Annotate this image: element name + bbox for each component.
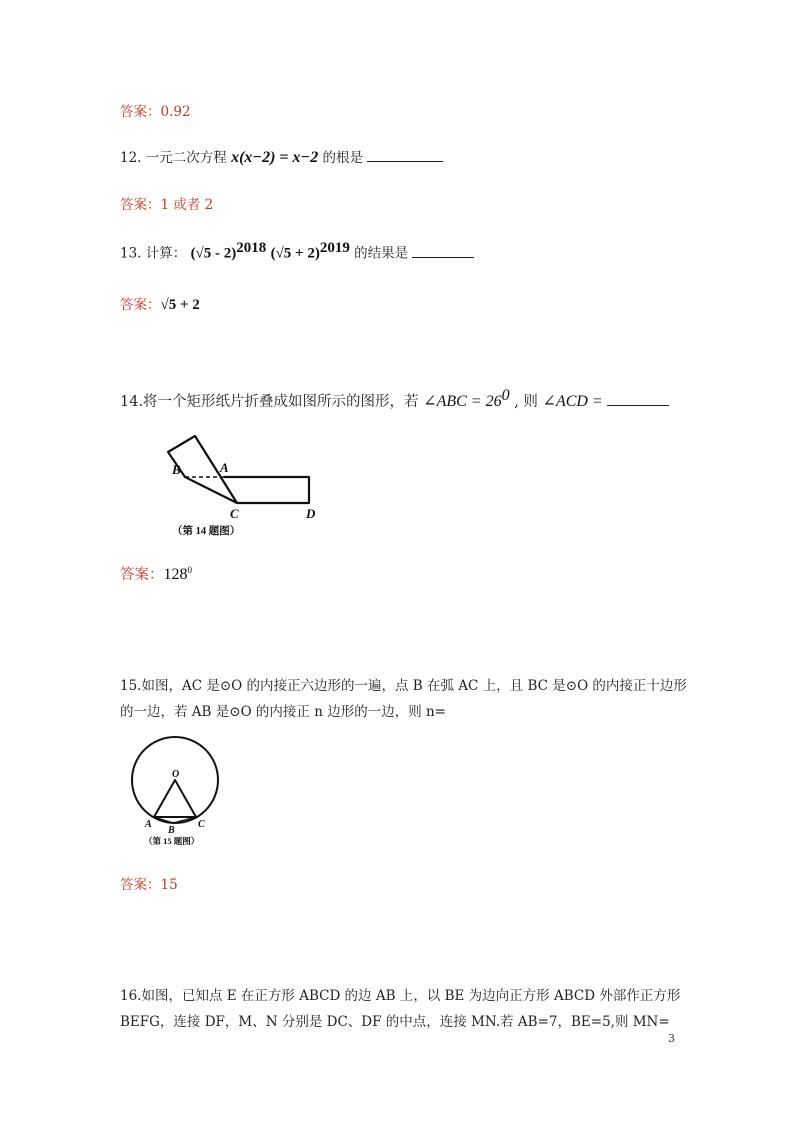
question-12 [120, 146, 443, 167]
figure-15-label-o: O [172, 769, 180, 780]
question-12-suffix: 的根是 [322, 150, 364, 166]
question-12-prefix: 12. 一元二次方程 [120, 150, 227, 166]
question-13-part2: (√5 + 2) [270, 245, 320, 262]
question-16-line-2: BEFG，连接 DF，M、N 分别是 DC、DF 的中点，连接 MN.若 AB=7，BE=5,则 MN= [120, 1014, 670, 1030]
question-14-prefix: 14.将一个矩形纸片折叠成如图所示的图形，若 [120, 393, 419, 410]
figure-15-triangle [154, 780, 196, 817]
question-13 [120, 240, 474, 263]
question-14-condition-sup: 0 [501, 387, 510, 404]
question-13-prefix: 13. 计算： [120, 245, 187, 262]
figure-14-rectangle-strip [224, 477, 309, 503]
question-15-line-1: 15.如图，AC 是⊙O 的内接正六边形的一遍，点 B 在弧 AC 上，且 BC 是⊙O 的内接正十边形 [120, 678, 687, 694]
question-12-equation: x(x−2) = x−2 [231, 149, 319, 166]
answer-13-radical-icon: √ [160, 297, 169, 313]
answer-blank-14[interactable] [607, 391, 669, 406]
figure-14-label-d: D [306, 506, 316, 521]
figure-14 [160, 430, 350, 540]
answer-14 [120, 563, 192, 584]
question-14-condition: ∠ABC = 26 [423, 392, 502, 410]
question-13-exp2: 2019 [319, 240, 350, 256]
figure-14-label-b: B [172, 462, 181, 477]
answer-11: 答案：0.92 [120, 104, 191, 120]
question-14-ask: ∠ACD = [542, 392, 603, 410]
answer-13 [120, 293, 200, 314]
answer-14-label: 答案： [120, 567, 164, 583]
answer-12: 答案：1 或者 2 [120, 197, 214, 213]
question-14 [120, 387, 669, 411]
question-13-suffix: 的结果是 [354, 245, 409, 262]
figure-15-label-a: A [145, 819, 152, 830]
figure-15-label-b: B [168, 825, 175, 836]
figure-15 [128, 735, 228, 850]
answer-15: 答案：15 [120, 877, 178, 893]
figure-14-label-a: A [220, 460, 229, 475]
question-13-part1: (√5 - 2) [190, 245, 237, 262]
answer-13-expr: 5 + 2 [168, 297, 200, 313]
answer-14-value: 128 [163, 566, 188, 583]
page-number: 3 [668, 1032, 675, 1045]
question-15-line-2: 的一边，若 AB 是⊙O 的内接正 n 边形的一边，则 n= [120, 704, 446, 720]
question-16-line-1: 16.如图，已知点 E 在正方形 ABCD 的边 AB 上，以 BE 为边向正方形 ABCD 外部作正方形 [120, 988, 681, 1004]
figure-15-label-c: C [198, 819, 205, 830]
figure-15-caption: （第 15 题图） [144, 836, 200, 846]
figure-14-label-c: C [230, 506, 239, 521]
question-14-mid: , 则 [514, 393, 538, 410]
answer-13-label: 答案： [120, 297, 161, 313]
question-13-exp1: 2018 [236, 240, 267, 256]
answer-14-sup: 0 [187, 565, 192, 576]
figure-14-caption: （第 14 题图） [172, 526, 241, 537]
answer-blank-12[interactable] [367, 147, 443, 162]
answer-blank-13[interactable] [412, 243, 474, 258]
